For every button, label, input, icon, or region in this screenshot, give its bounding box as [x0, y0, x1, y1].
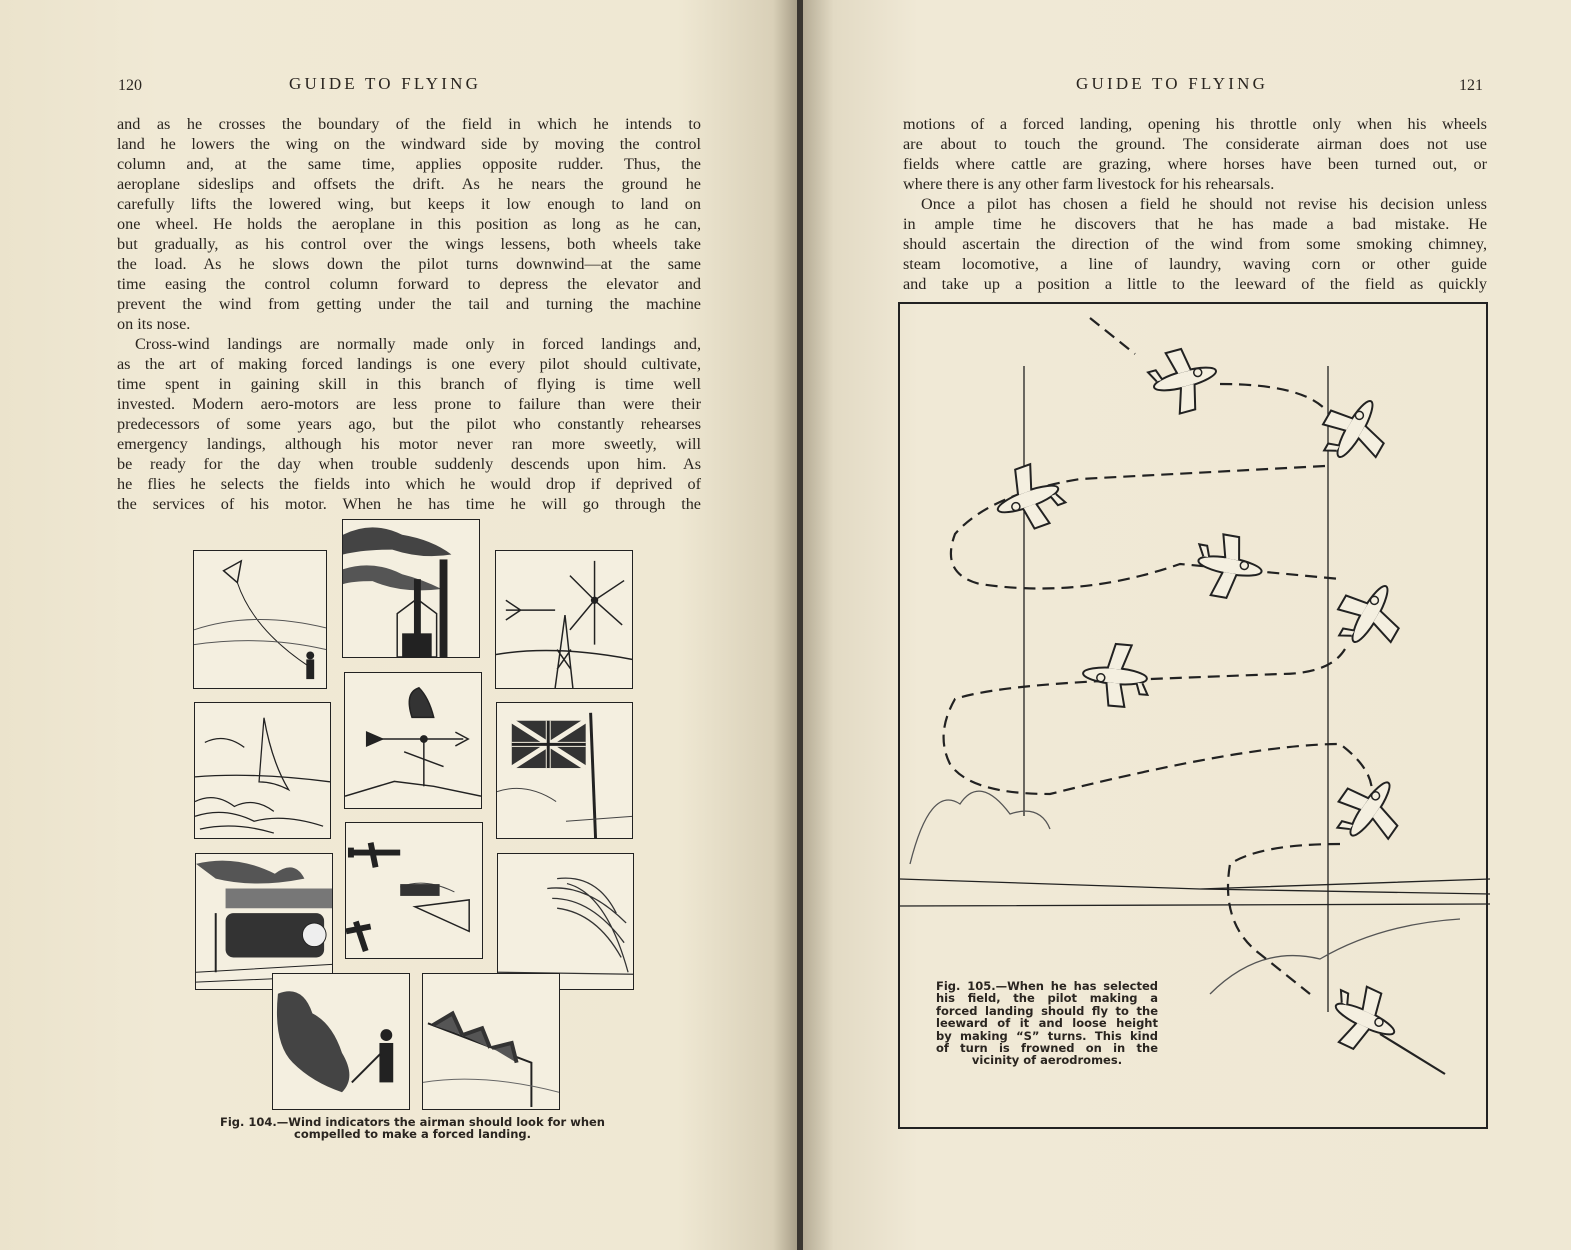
- weathervane-illustration: [344, 672, 482, 809]
- caption-line: Fig. 105.—When he has selected: [936, 979, 1158, 993]
- text-line: emergency landings, although his motor never ran more sweetly, will: [117, 435, 701, 453]
- bonfire-smoke-illustration: [272, 973, 410, 1110]
- text-line: prevent the wind from getting under the tail and turning the machine: [117, 295, 701, 313]
- text-line: fields where cattle are grazing, where horses have been turned out, or: [903, 155, 1487, 173]
- factory-chimney-illustration: [342, 519, 480, 658]
- paragraph: [117, 334, 701, 514]
- sailboat-illustration: [194, 702, 331, 839]
- text-line: motions of a forced landing, opening his throttle only when his wheels: [903, 115, 1487, 133]
- text-line: predecessors of some years ago, but the pilot who constantly rehearses: [117, 415, 701, 433]
- text-line: are about to touch the ground. The considerate airman does not use: [903, 135, 1487, 153]
- text-line: Cross-wind landings are normally made only in forced landings and,: [135, 335, 701, 353]
- text-line: but gradually, as his control over the wings lessens, both wheels take: [117, 235, 701, 253]
- text-line: and as he crosses the boundary of the field in which he intends to: [117, 115, 701, 133]
- windsock-illustration: [345, 822, 483, 959]
- text-line: where there is any other farm livestock for his rehearsals.: [903, 175, 1275, 193]
- caption-line: compelled to make a forced landing.: [294, 1127, 531, 1142]
- text-line: one wheel. He holds the aeroplane in this position as long as he can,: [117, 215, 701, 233]
- paragraph: [117, 114, 701, 334]
- text-line: time spent in gaining skill in this branch of flying is time well: [117, 375, 701, 393]
- page-number: 120: [118, 77, 142, 94]
- text-line: be ready for the day when trouble suddenly descends upon him. As: [117, 455, 701, 473]
- text-line: should ascertain the direction of the wind from some smoking chimney,: [903, 235, 1487, 253]
- windmill-illustration: [495, 550, 633, 689]
- figure-104-caption: [200, 1116, 625, 1141]
- text-line: and take up a position a little to the leeward of the field as quickly: [903, 275, 1487, 293]
- caption-line: forced landing should fly to the: [936, 1003, 1158, 1018]
- page-number: 121: [1459, 77, 1483, 94]
- text-line: he flies he selects the fields into which he would drop if deprived of: [117, 475, 701, 493]
- caption-line: of turn is frowned on in the: [936, 1041, 1158, 1056]
- text-line: steam locomotive, a line of laundry, waving corn or other guide: [903, 255, 1487, 273]
- text-line: on its nose.: [117, 315, 191, 333]
- paragraph: [903, 114, 1487, 194]
- text-line: the load. As he slows down the pilot turns downwind—at the same: [117, 255, 701, 273]
- text-line: invested. Modern aero-motors are less prone to failure than were their: [117, 395, 701, 413]
- text-line: in ample time he discovers that he has made a bad mistake. He: [903, 215, 1487, 233]
- text-line: land he lowers the wing on the windward side by moving the control: [117, 135, 701, 153]
- caption-line: Fig. 104.—Wind indicators the airman should look for when: [220, 1115, 605, 1129]
- running-head: GUIDE TO FLYING: [1076, 74, 1269, 93]
- flag-illustration: [496, 702, 633, 839]
- body-text: [117, 114, 701, 514]
- caption-line: by making “S” turns. This kind: [936, 1028, 1158, 1043]
- figure-105-caption: [936, 980, 1158, 1067]
- laundry-line-illustration: [422, 973, 560, 1110]
- locomotive-illustration: [195, 853, 333, 990]
- text-line: aeroplane sideslips and offsets the drift. As he nears the ground he: [117, 175, 701, 193]
- caption-line: leeward of it and loose height: [936, 1016, 1158, 1031]
- running-head: GUIDE TO FLYING: [289, 74, 482, 93]
- kite-illustration: [193, 550, 327, 689]
- text-line: the services of his motor. When he has time he will go through the: [117, 495, 701, 513]
- waving-corn-illustration: [497, 853, 634, 990]
- text-line: Once a pilot has chosen a field he should not revise his decision unless: [921, 195, 1487, 213]
- caption-line: vicinity of aerodromes.: [971, 1053, 1123, 1068]
- s-turn-diagram: [898, 302, 1488, 1129]
- text-line: time easing the control column forward to depress the elevator and: [117, 275, 701, 293]
- body-text: [903, 114, 1487, 294]
- text-line: column and, at the same time, applies opposite rudder. Thus, the: [117, 155, 701, 173]
- text-line: carefully lifts the lowered wing, but keeps it low enough to land on: [117, 195, 701, 213]
- paragraph: [903, 194, 1487, 294]
- text-line: as the art of making forced landings is one every pilot should cultivate,: [117, 355, 701, 373]
- caption-line: his field, the pilot making a: [936, 991, 1158, 1006]
